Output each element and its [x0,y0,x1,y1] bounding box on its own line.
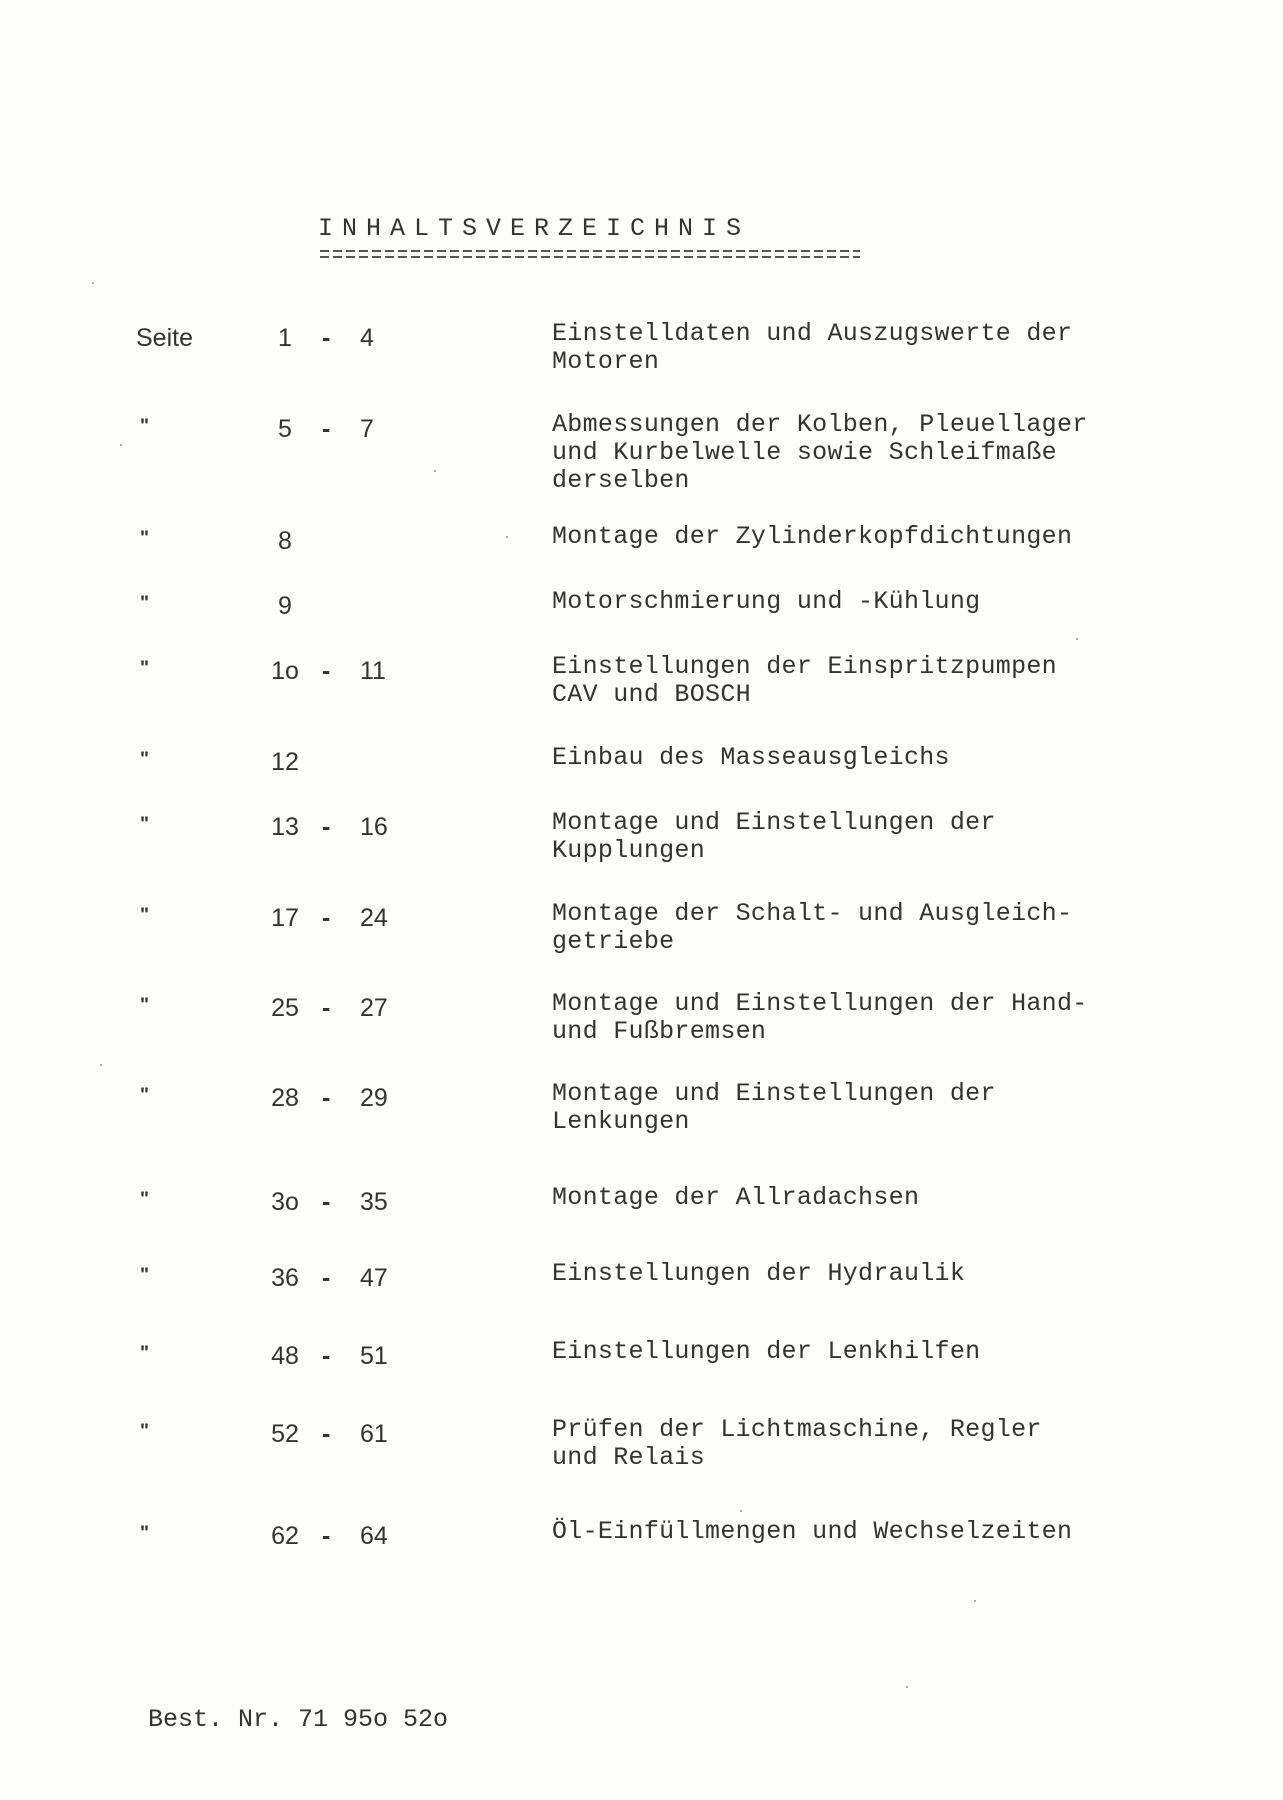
page-to: 35 [360,1188,388,1216]
page-to: 24 [360,904,388,932]
scan-speck [120,444,122,446]
scan-speck [100,1064,102,1066]
page-from: 36 [271,1264,299,1292]
ditto-mark: " [140,995,150,1016]
page-range-dash: - [322,994,331,1022]
page-to: 29 [360,1084,388,1112]
page-range-dash: - [322,657,331,685]
page-range-dash: - [322,1342,331,1370]
page-range-dash: - [322,1420,331,1448]
page-to: 64 [360,1522,388,1550]
ditto-mark: " [140,1421,150,1442]
order-number: Best. Nr. 71 95o 52o [148,1705,449,1734]
ditto-mark: " [140,1085,150,1106]
ditto-mark: " [140,1189,150,1210]
ditto-mark: " [140,905,150,926]
page-to: 11 [360,657,386,685]
page-from: 9 [278,592,292,620]
entry-description: Motorschmierung und -Kühlung [552,587,981,616]
scan-speck [906,1686,908,1688]
page-from: 25 [271,994,299,1022]
page-title: INHALTSVERZEICHNIS [318,214,751,243]
scan-speck [506,536,508,538]
page-from: 1 [278,324,292,352]
page-from: 12 [271,748,299,776]
page-from: 17 [271,904,299,932]
ditto-mark: " [140,658,150,679]
ditto-mark: " [140,416,150,437]
entry-description: Einstelldaten und Auszugswerte der Motoren [552,319,1073,376]
ditto-mark: " [140,1265,150,1286]
entry-description: Montage und Einstellungen der Lenkungen [552,1079,996,1136]
entry-description: Montage und Einstellungen der Hand- und Fußbremsen [552,989,1088,1046]
entry-description: Einbau des Masseausgleichs [552,743,950,772]
page-to: 16 [360,813,388,841]
scan-speck [1076,638,1078,640]
page-range-dash: - [322,415,331,443]
entry-description: Prüfen der Lichtmaschine, Regler und Relais [552,1415,1042,1472]
page-to: 51 [360,1342,388,1370]
entry-description: Einstellungen der Hydraulik [552,1259,966,1288]
ditto-mark: " [140,749,150,770]
entry-description: Einstellungen der Einspritzpumpen CAV und BOSCH [552,652,1057,709]
entry-description: Montage der Schalt- und Ausgleich- getriebe [552,899,1073,956]
page-from: 52 [271,1420,299,1448]
page-range-dash: - [322,904,331,932]
scan-speck [92,282,94,284]
entry-description: Einstellungen der Lenkhilfen [552,1337,981,1366]
page-to: 27 [360,994,388,1022]
entry-description: Montage und Einstellungen der Kupplungen [552,808,996,865]
ditto-mark: " [140,528,150,549]
title-underline [320,250,860,264]
entry-description: Montage der Allradachsen [552,1183,920,1212]
page-to: 4 [360,324,374,352]
scan-speck [974,1600,976,1602]
entry-description: Abmessungen der Kolben, Pleuellager und Kurbelwelle sowie Schleifmaße derselben [552,410,1088,495]
seite-label: Seite [136,324,193,352]
page-range-dash: - [322,1264,331,1292]
page-to: 7 [360,415,374,443]
page-from: 13 [271,813,299,841]
page-range-dash: - [322,1188,331,1216]
page-from: 62 [271,1522,299,1550]
page-range-dash: - [322,324,331,352]
scan-speck [740,1510,742,1512]
page-from: 48 [271,1342,299,1370]
entry-description: Montage der Zylinderkopfdichtungen [552,522,1073,551]
page-to: 61 [360,1420,388,1448]
page-range-dash: - [322,1084,331,1112]
ditto-mark: " [140,593,150,614]
page-to: 47 [360,1264,388,1292]
ditto-mark: " [140,814,150,835]
page-from: 5 [278,415,292,443]
page-range-dash: - [322,1522,331,1550]
page-from: 8 [278,527,292,555]
page-from: 1o [271,657,299,685]
page-range-dash: - [322,813,331,841]
entry-description: Öl-Einfüllmengen und Wechselzeiten [552,1517,1073,1546]
page-from: 28 [271,1084,299,1112]
scan-speck [434,470,436,472]
ditto-mark: " [140,1343,150,1364]
page-from: 3o [271,1188,299,1216]
ditto-mark: " [140,1523,150,1544]
